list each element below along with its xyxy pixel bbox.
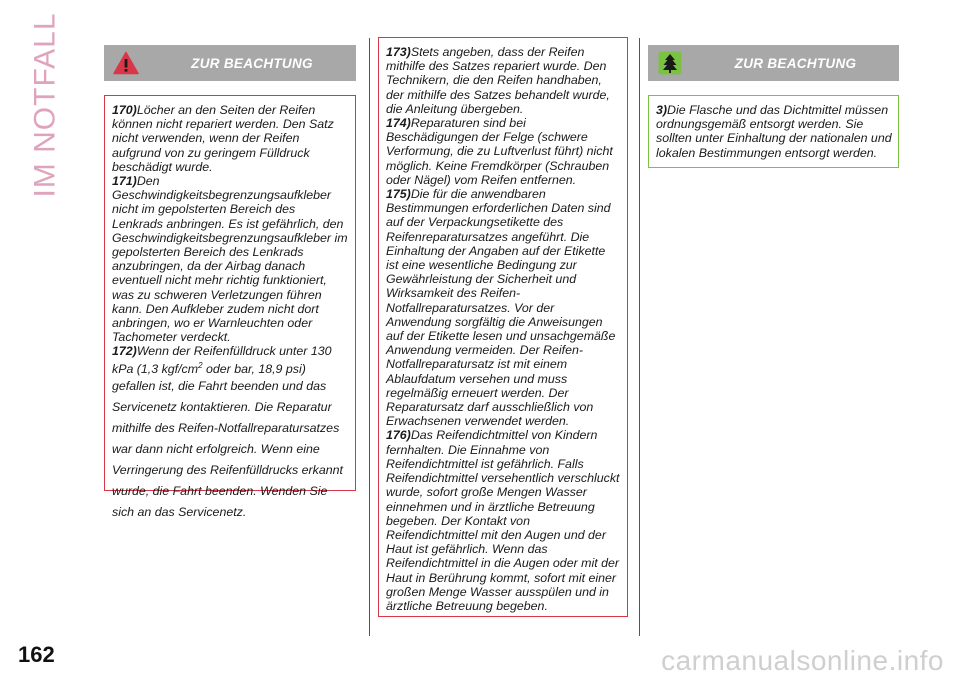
environment-header-title: ZUR BEACHTUNG [734,55,857,71]
note-text: gefallen ist, die Fahrt beenden und das Servicenetz kontaktieren. Die Reparatur mithilfe des Reifen-Notfallreparatursatzes war dann nicht erfolgreich. Wenn eine Verringerung des Reifenfülldrucks erkannt wurde, die Fahrt beenden. Wenden Sie sich an das Servicenetz. [112,378,343,519]
note-text: Die für die anwendbaren Bestimmungen erforderlichen Daten sind auf der Verpackungsetikette des Reifenreparatursatzes angeführt. Die Einhaltung der Angaben auf der Etikette ist eine wesentliche Bedingung zur Gewährleistung der Sicherheit und Wirksamkeit des Reifen-Notfallreparatursatzes. Vor der Anwendung sorgfältig die Anweisungen auf der Etikette lesen und unsachgemäße Anwendung vermeiden. Der Reifen-Notfallreparatursatz ist mit einem Ablaufdatum versehen und muss regelmäßig erneuert werden. Der Reparatursatz darf ausschließlich von Erwachsenen verwendet werden. [386,187,616,429]
tree-environment-icon [648,45,692,81]
chapter-side-title [16,12,76,198]
note-175 [386,187,621,428]
note-text: Stets angeben, dass der Reifen mithilfe des Satzes repariert wurde. Den Technikern, die den Reifen handhaben, der mithilfe des Satzes behandelt wurde, die Anleitung übergeben. [386,45,610,116]
note-number: 3) [656,103,668,117]
footer-watermark: carmanualsonline.info [661,645,944,676]
note-text: Reparaturen sind bei Beschädigungen der Felge (schwere Verformung, die zu Luftverlust führt) nicht möglich. Keine Fremdkörper (Schrauben oder Nägel) vom Reifen entfernen. [386,116,613,187]
note-number: 176) [386,428,411,443]
warning-notes-box-continued [378,37,628,617]
note-number: 170) [112,103,137,117]
chapter-title-text: IM NOTFALL [29,12,63,198]
note-number: 172) [112,344,137,359]
warning-header [104,45,356,81]
page-number: 162 [18,642,55,667]
note-text: oder bar, 18,9 psi) [205,361,306,376]
note-number: 175) [386,187,411,202]
column-divider-right [639,38,640,636]
note-172 [112,344,349,523]
note-superscript: 2 [198,360,203,370]
note-170 [112,103,349,174]
note-text: Den Geschwindigkeitsbegrenzungsaufkleber nicht im gepolsterten Bereich des Lenkrads anbringen. Es ist gefährlich, den Geschwindigkeitsbegrenzungsaufkleber im gepolsterten Bereich des Lenkrads anzubringen, da der Airbag danach eventuell nicht mehr richtig funktioniert, was zu schweren Verletzungen führen kann. Den Aufkleber zudem nicht dort anbringen, wo er Warnleuchten oder Tachometer verdeckt. [112,174,348,345]
note-174 [386,116,621,187]
warning-triangle-icon [104,45,148,81]
note-3 [656,103,892,160]
note-text: Das Reifendichtmittel von Kindern fernhalten. Die Einnahme von Reifendichtmittel ist gefährlich. Falls Reifendichtmittel versehentlich verschluckt wurde, sofort große Mengen Wasser einnehmen und in ärztliche Betreuung begeben. Der Kontakt von Reifendichtmittel mit den Augen und der Haut ist gefährlich. Wenn das Reifendichtmittel in die Augen oder mit der Haut in Berührung kommt, sofort mit einer großen Menge Wasser ausspülen und in ärztliche Betreuung begeben. [386,428,620,613]
note-173 [386,45,621,116]
environment-notes-box [648,95,899,168]
note-text: Die Flasche und das Dichtmittel müssen ordnungsgemäß entsorgt werden. Sie sollten unter Einhaltung der nationalen und lokalen Bestimmungen entsorgt werden. [656,103,892,160]
note-text: Löcher an den Seiten der Reifen können nicht repariert werden. Den Satz nicht verwenden, wenn der Reifen aufgrund von zu geringem Fülldruck beschädigt wurde. [112,103,334,174]
note-number: 171) [112,174,137,189]
note-171 [112,174,349,344]
note-number: 174) [386,116,411,131]
environment-header [648,45,899,81]
note-number: 173) [386,45,411,59]
column-divider-left [369,38,370,636]
warning-notes-box [104,95,356,519]
warning-header-title: ZUR BEACHTUNG [191,55,313,71]
note-176 [386,428,621,613]
note-text: Wenn der Reifenfülldruck unter 130 kPa (1,3 kgf/cm [112,344,332,376]
